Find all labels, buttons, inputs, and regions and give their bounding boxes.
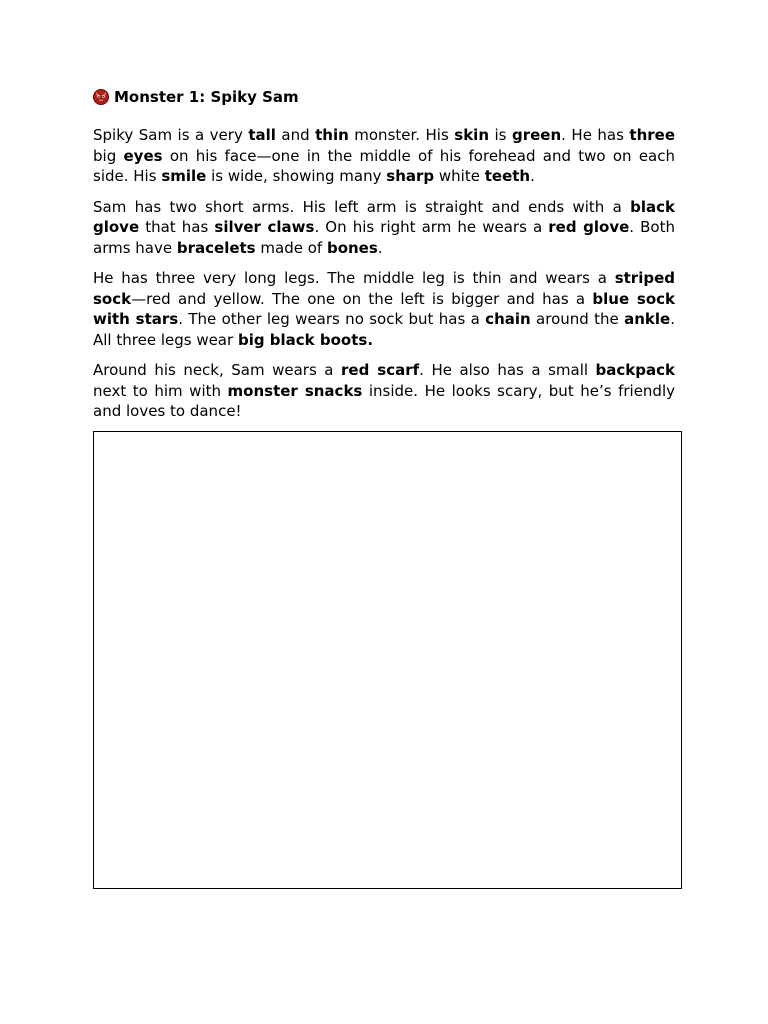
text-run: . He also has a small xyxy=(419,361,596,379)
bold-keyword: tall xyxy=(248,126,276,144)
bold-keyword: thin xyxy=(315,126,349,144)
text-run: next to him with xyxy=(93,381,228,400)
bold-keyword: teeth xyxy=(484,167,531,185)
bold-keyword: black glove xyxy=(93,197,675,236)
text-run: that has xyxy=(139,218,215,236)
text-run: and xyxy=(275,126,316,144)
text-run: Sam has two short arms. His left arm is straight and ends with a xyxy=(93,197,631,216)
text-run: . He has xyxy=(561,126,630,144)
drawing-box[interactable] xyxy=(93,431,682,889)
bold-keyword: sharp xyxy=(386,167,435,185)
text-run: Spiky Sam is a very xyxy=(93,126,249,144)
section-title-text: Monster 1: Spiky Sam xyxy=(114,88,299,106)
monster-face-icon xyxy=(93,89,109,105)
bold-keyword: three xyxy=(629,126,675,144)
text-run: Around his neck, Sam wears a xyxy=(93,361,342,379)
bold-keyword: blue sock with stars xyxy=(93,289,675,328)
paragraph-accessories xyxy=(93,360,675,422)
bold-keyword: big black boots. xyxy=(237,330,374,349)
text-run: He has three very long legs. The middle leg is thin and wears a xyxy=(93,269,615,287)
bold-keyword: bones xyxy=(326,238,378,257)
text-run: is xyxy=(489,126,512,144)
paragraph-legs xyxy=(93,268,675,350)
bold-keyword: smile xyxy=(161,167,207,185)
text-run: big xyxy=(93,146,124,165)
bold-keyword: backpack xyxy=(595,361,675,379)
paragraph-appearance xyxy=(93,125,675,187)
text-run: . xyxy=(377,238,383,257)
text-run: on his face—one in the middle of his forehead and two on each side. His xyxy=(93,146,676,185)
bold-keyword: eyes xyxy=(123,146,163,165)
bold-keyword: bracelets xyxy=(176,238,256,257)
bold-keyword: skin xyxy=(454,126,490,144)
text-run: monster. His xyxy=(348,126,455,144)
text-run: . xyxy=(530,167,535,185)
description-text xyxy=(93,125,675,432)
text-run: inside. He looks scary, but he’s friendly and loves to dance! xyxy=(93,381,675,420)
text-run: —red and yellow. The one on the left is bigger and has a xyxy=(131,289,593,308)
text-run: around the xyxy=(530,310,625,328)
text-run: . The other leg wears no sock but has a xyxy=(178,310,486,328)
text-run: white xyxy=(434,167,485,185)
bold-keyword: green xyxy=(511,126,562,144)
bold-keyword: chain xyxy=(485,310,531,328)
paragraph-arms xyxy=(93,197,675,259)
text-run: . Both arms have xyxy=(93,218,675,257)
bold-keyword: ankle xyxy=(624,310,671,328)
text-run: . All three legs wear xyxy=(93,310,675,349)
bold-keyword: monster snacks xyxy=(227,381,363,400)
bold-keyword: red scarf xyxy=(341,361,420,379)
text-run: is wide, showing many xyxy=(206,167,387,185)
section-title xyxy=(93,87,683,107)
bold-keyword: silver claws xyxy=(214,218,315,236)
bold-keyword: red glove xyxy=(548,218,630,236)
bold-keyword: striped sock xyxy=(93,269,675,308)
text-run: made of xyxy=(255,238,327,257)
text-run: . On his right arm he wears a xyxy=(314,218,549,236)
